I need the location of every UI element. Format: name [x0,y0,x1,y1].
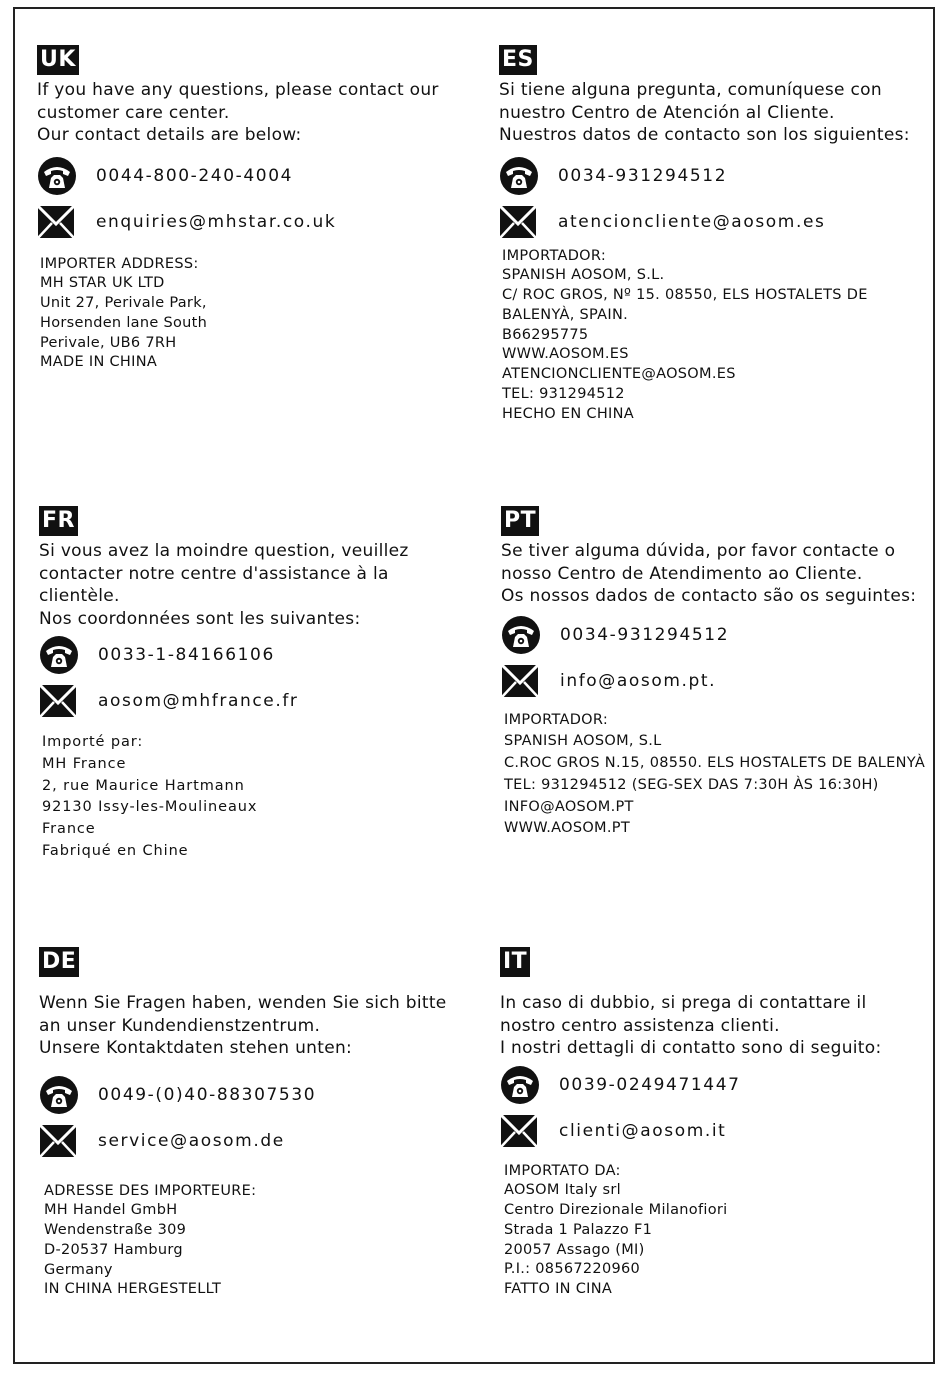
address-line: 20057 Assago (MI) [504,1241,645,1258]
language-badge-uk: UK [37,45,79,75]
intro-line: I nostri dettagli di contatto sono di seguito: [500,1038,882,1058]
address-line: SPANISH AOSOM, S.L. [502,267,665,284]
address-line: Fabriqué en Chine [42,842,189,859]
phone-row [501,612,921,658]
telephone-icon [499,156,541,196]
address-line: MH France [42,755,127,772]
intro-line: Si vous avez la moindre question, veuillez [39,541,409,561]
intro-text [39,540,479,630]
intro-text [39,992,479,1060]
email-address: atencioncliente@aosom.es [558,211,826,232]
intro-line: Wenn Sie Fragen haben, wenden Sie sich bitte [39,993,447,1013]
email-row [37,199,477,245]
address-line: B66295775 [502,326,589,343]
phone-row [37,153,477,199]
address-line: 2, rue Maurice Hartmann [42,777,245,794]
email-row [500,1108,920,1154]
language-badge-fr: FR [39,506,78,536]
language-badge-pt: PT [501,506,539,536]
address-line: HECHO EN CHINA [502,405,635,422]
intro-line: nuestro Centro de Atención al Cliente. [499,102,835,123]
email-row [499,199,919,245]
address-line: France [42,821,96,838]
address-line: WWW.AOSOM.PT [504,820,630,837]
phone-number: 0049-(0)40-88307530 [98,1084,317,1105]
envelope-icon [499,202,541,242]
intro-line: In caso di dubbio, si prega di contattare il [500,993,867,1013]
intro-line: nosso Centro de Atendimento ao Cliente. [501,563,863,584]
address-line: FATTO IN CINA [504,1281,613,1298]
address-line: Importé par: [42,734,144,750]
address-line: Wendenstraße 309 [44,1222,187,1239]
address-line: P.I.: 08567220960 [504,1261,641,1278]
address-line: Strada 1 Palazzo F1 [504,1221,653,1238]
address-line: TEL: 931294512 (SEG-SEX DAS 7:30H ÀS 16:30H) [504,776,879,793]
address-line: Germany [44,1261,113,1278]
intro-line: Os nossos dados de contacto são os seguintes: [501,586,917,606]
email-address: service@aosom.de [98,1130,285,1151]
address-line: AOSOM Italy srl [504,1182,621,1199]
intro-line: Our contact details are below: [37,125,302,145]
address-line: IMPORTADOR: [504,711,609,728]
importer-address [500,1162,920,1301]
address-line: Centro Direzionale Milanofiori [504,1202,728,1219]
envelope-icon [501,661,543,701]
intro-line: clientèle. [39,586,120,606]
address-line: C.ROC GROS N.15, 08550. ELS HOSTALETS DE BALENYÀ [504,755,926,772]
importer-address [39,732,479,863]
address-line: Unit 27, Perivale Park, [40,295,207,312]
section-fr [39,506,479,863]
address-line: INFO@AOSOM.PT [504,798,634,815]
language-badge-it: IT [500,947,530,977]
intro-text [499,79,919,147]
address-line: 92130 Issy-les-Moulineaux [42,799,258,816]
language-badge-es: ES [499,45,537,75]
intro-line: an unser Kundendienstzentrum. [39,1015,321,1036]
telephone-icon [500,1065,542,1105]
address-line: IN CHINA HERGESTELLT [44,1281,222,1298]
phone-row [39,632,479,678]
intro-line: contacter notre centre d'assistance à la [39,563,389,584]
address-line: IMPORTADOR: [502,247,607,264]
envelope-icon [39,681,81,721]
intro-text [501,540,921,608]
address-line: MH Handel GmbH [44,1202,178,1219]
address-line: BALENYÀ, SPAIN. [502,306,628,323]
intro-line: Nos coordonnées sont les suivantes: [39,608,361,629]
importer-address [499,247,919,425]
envelope-icon [39,1121,81,1161]
address-line: D-20537 Hamburg [44,1241,183,1258]
intro-line: nostro centro assistenza clienti. [500,1015,780,1036]
phone-number: 0034-931294512 [558,165,728,186]
phone-number: 0044-800-240-4004 [96,165,294,186]
intro-line: Si tiene alguna pregunta, comuníquese con [499,80,882,100]
address-line: WWW.AOSOM.ES [502,346,629,363]
email-row [39,678,479,724]
phone-row [499,153,919,199]
intro-line: If you have any questions, please contact our [37,80,439,100]
email-row [39,1118,479,1164]
address-line: ATENCIONCLIENTE@AOSOM.ES [502,366,736,383]
telephone-icon [501,615,543,655]
intro-line: Unsere Kontaktdaten stehen unten: [39,1038,353,1058]
phone-row [500,1062,920,1108]
address-line: C/ ROC GROS, Nº 15. 08550, ELS HOSTALETS DE [502,287,868,304]
phone-number: 0039-0249471447 [559,1074,741,1095]
telephone-icon [39,1075,81,1115]
phone-number: 0033-1-84166106 [98,645,275,665]
email-address: enquiries@mhstar.co.uk [96,211,337,232]
intro-text [500,992,920,1060]
address-line: IMPORTER ADDRESS: [40,255,199,272]
intro-line: Se tiver alguma dúvida, por favor contacte o [501,541,896,561]
address-line: MH STAR UK LTD [40,275,165,292]
intro-text [37,79,477,147]
section-de [39,947,479,1300]
phone-number: 0034-931294512 [560,624,730,645]
address-line: IMPORTATO DA: [504,1162,621,1179]
section-es [499,45,919,425]
email-address: info@aosom.pt. [560,670,717,691]
address-line: ADRESSE DES IMPORTEURE: [44,1182,257,1199]
importer-address [37,255,477,374]
address-line: Horsenden lane South [40,314,208,331]
telephone-icon [37,156,79,196]
telephone-icon [39,635,81,675]
phone-row [39,1072,479,1118]
intro-line: customer care center. [37,102,230,123]
address-line: SPANISH AOSOM, S.L [504,733,662,750]
email-address: aosom@mhfrance.fr [98,691,299,711]
email-address: clienti@aosom.it [559,1120,727,1141]
section-it [500,947,920,1300]
section-pt [501,506,926,840]
address-line: MADE IN CHINA [40,354,158,371]
importer-address [501,710,926,841]
address-line: TEL: 931294512 [502,386,625,403]
importer-address [39,1182,479,1301]
email-row [501,658,921,704]
envelope-icon [500,1111,542,1151]
section-uk [37,45,477,373]
intro-line: Nuestros datos de contacto son los siguientes: [499,125,910,145]
address-line: Perivale, UB6 7RH [40,334,177,351]
language-badge-de: DE [39,947,79,977]
envelope-icon [37,202,79,242]
